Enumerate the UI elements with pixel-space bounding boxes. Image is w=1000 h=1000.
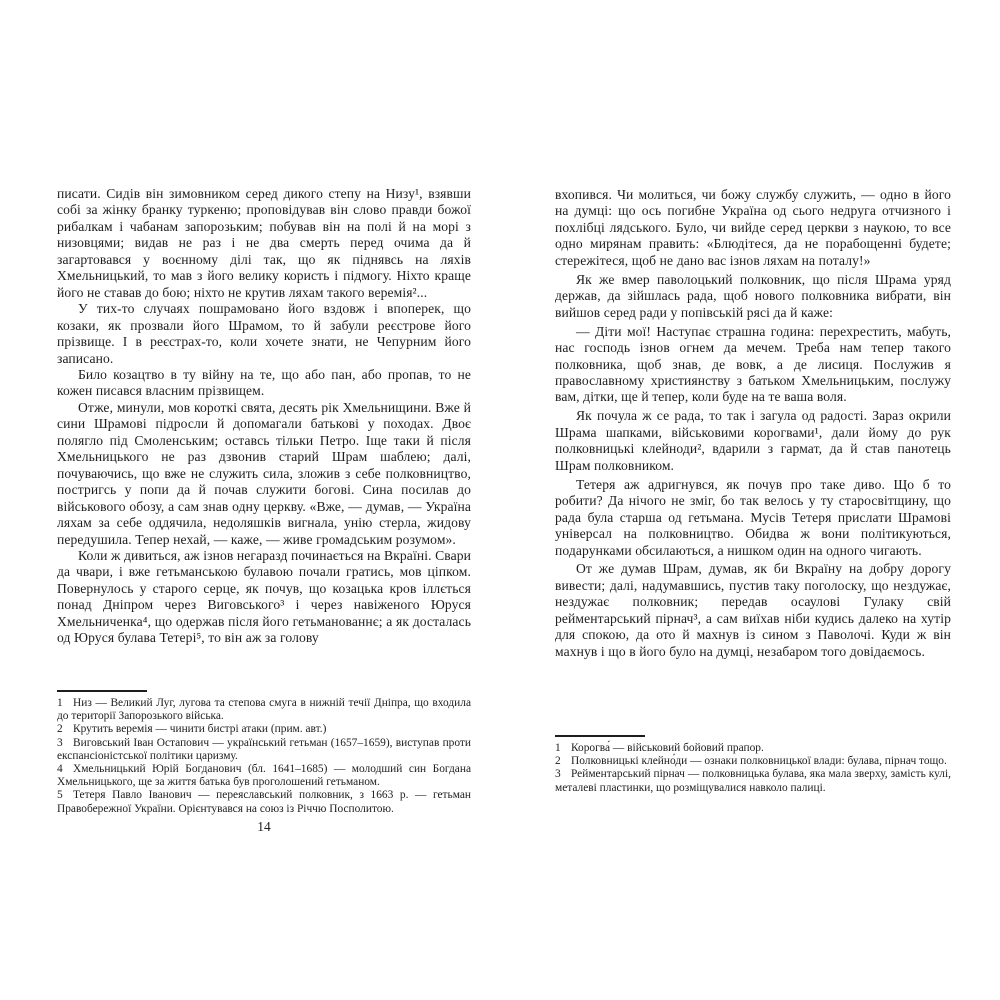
- body-paragraph: Тетеря аж адригнувся, як почув про таке диво. Що б то робити? Да нічого не зміг, бо так велось у ту старосвітщину, що рада була старша од гетьмана. Мусів Тетеря прислати Шрамові універсал на полковництво. Обидва ж вони політикуються, подарунками обсилаються, а нишком один на одного чигають.: [555, 476, 951, 558]
- right-page-text: [555, 187, 951, 660]
- footnote: [555, 768, 951, 794]
- footnote-number: 2: [555, 755, 561, 768]
- footnote: [57, 789, 471, 815]
- body-paragraph: писати. Сидів він зимовником серед дикого степу на Низу¹, взявши собі за жінку бранку туркеню; проповідував він слово правди божої рибалкам і чабанам запорозьким; побував він на полі й на морі з низовцями; видав не раз і не два смерть перед очима да й загартовався у воєнному ділі так, що як піднявсь на ляхів Хмельницький, то мав з його велику користь і підмогу. Ніхто краще його не ставав до бою; ніхто не крутив ляхам такого веремія²...: [57, 186, 471, 300]
- footnote: [57, 697, 471, 723]
- footnote-text: Рейментарський пірнач — полковницька булава, яка мала зверху, замість кулі, металеві пластинки, що розміщувалися навколо палиці.: [555, 768, 951, 794]
- footnote: [555, 742, 951, 755]
- body-paragraph: Било козацтво в ту війну на те, що або пан, або пропав, то не кожен писався власним прізвищем.: [57, 366, 471, 399]
- footnote-text: Крутить веремія — чинити бистрі атаки (прим. авт.): [73, 723, 327, 736]
- footnote-number: 3: [57, 736, 63, 749]
- footnote: [57, 763, 471, 789]
- body-paragraph: Отже, минули, мов короткі свята, десять рік Хмельнищини. Вже й сини Шрамові підросли й допомагали батькові у походах. Двоє полягло під Смоленським; оставсь тільки Петро. Іще таки й після Хмельницького не раз дзвонив старий Шрам шаблею; далі, почуваючись, що вже не служить сила, зложив з себе полковництво, постригсь у попи да й почав служити богові. Сина посилав до військового обозу, а сам знав одну церкву. «Вже, — думав, — Україна ляхам за себе оддячила, недоляшків вигнала, унію стерла, жидову передушила. Тепер нехай, — каже, — живе громадським розумом».: [57, 399, 471, 547]
- left-page-footnotes: [57, 690, 471, 816]
- body-paragraph: Коли ж дивиться, аж ізнов негаразд починається на Вкраїні. Свари да чвари, і вже гетьманською булавою почали гратись, мов ціпком. Повернулось у старого серце, як почув, що козацька кров іллється понад Дніпром через Виговського³ і через навіженого Юруся Хмельниченка⁴, що одержав після його гетьманованнє; а як досталась од Юруся булава Тетері⁵, то він аж за голову: [57, 547, 471, 646]
- left-page-text: [57, 186, 471, 647]
- footnote-text: Тетеря Павло Іванович — переяславський полковник, з 1663 р. — гетьман Правобережної України. Орієнтувався на союз із Річчю Посполитою.: [57, 789, 471, 815]
- footnote: [57, 737, 471, 763]
- footnote-divider: [555, 735, 645, 737]
- footnote-number: 2: [57, 723, 63, 736]
- page-number: 14: [257, 819, 271, 834]
- body-paragraph: У тих-то случаях пошрамовано його вздовж і впоперек, що козаки, як прозвали його Шрамом, то й забули реєстрове його прізвище. І в реєстрах-то, коли хочете знати, не Чепурним його записано.: [57, 301, 471, 366]
- footnote-text: Корогва́ — військовий бойовий прапор.: [571, 742, 764, 754]
- footnote-number: 4: [57, 763, 63, 776]
- body-paragraph: Як же вмер паволоцький полковник, що після Шрама уряд держав, да зійшлась рада, щоб нового полковника вибрати, він вийшов серед ради у попівській рясі да й каже:: [555, 271, 951, 320]
- footnote-text: Виговський Іван Остапович — український гетьман (1657–1659), виступав проти експансіоністської політики царизму.: [57, 736, 471, 762]
- right-page-footnotes: [555, 735, 951, 795]
- footnote-text: Хмельницький Юрій Богданович (бл. 1641–1685) — молодший син Богдана Хмельницького, ще за життя батька був проголошений гетьманом.: [57, 763, 471, 789]
- footnote-number: 1: [555, 742, 561, 754]
- body-paragraph: вхопився. Чи молиться, чи божу службу служить, — одно в його на думці: що ось погибне Україна од сього недруга отчизного і похлібці лядського. Було, чи вийде серед церкви з наукою, то все одно мирянам править: «Блюдітеся, да не порабощенні будете; стережітеся, щоб не дано вас ізнов ляхам на поталу!»: [555, 187, 951, 268]
- footnote-text: Полковницькі клейно́ди — ознаки полковницької влади: булава, пірнач тощо.: [571, 755, 947, 768]
- footnote-number: 1: [57, 697, 63, 709]
- body-paragraph: — Діти мої! Наступає страшна година: перехрестить, мабуть, нас господь ізнов огнем да мечем. Треба нам тепер такого полковника, щоб знав, де вовк, а де лисиця. Послужив я православному християнству з батьком Хмельницьким, послужу вам, дітки, ще й тепер, коли буде на те ваша воля.: [555, 323, 951, 405]
- footnote: [555, 755, 951, 768]
- body-paragraph: Як почула ж се рада, то так і загула од радості. Зараз окрили Шрама шапками, військовими корогвами¹, дали йому до рук полковницькі клейноди², вдарили з гармат, да й став панотець Шрам полковником.: [555, 408, 951, 473]
- footnote-number: 3: [555, 768, 561, 781]
- footnote-number: 5: [57, 789, 63, 802]
- body-paragraph: От же думав Шрам, думав, як би Вкраїну на добру дорогу вивести; далі, надумавшись, пустив таку поголоску, що нездужає, нездужає полковник; передав осаулові Гулаку свій рейментарський пірнач³, а сам виїхав ніби кудись далеко на хутір для спокою, да ото й махнув із сином з Паволочі. Куди ж він махнув і що в його було на думці, незабаром того довідаємось.: [555, 561, 951, 659]
- footnote: [57, 723, 471, 736]
- footnote-divider: [57, 690, 147, 692]
- footnote-text: Низ — Великий Луг, лугова та степова смуга в нижній течії Дніпра, що входила до території Запорозького війська.: [57, 697, 471, 723]
